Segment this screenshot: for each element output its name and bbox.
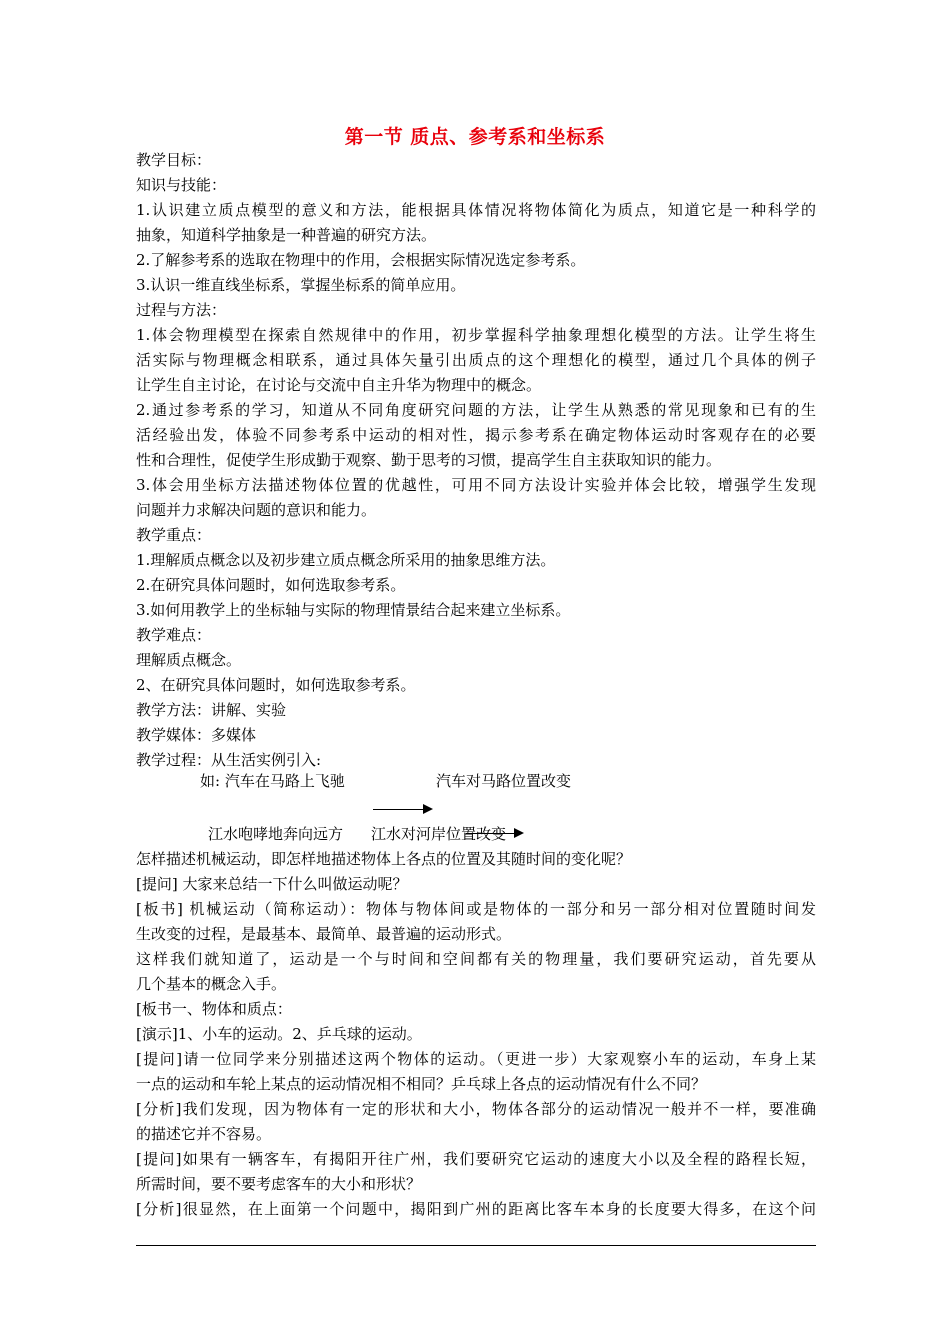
text-line: 2、在研究具体问题时，如何选取参考系。 [136,676,416,694]
text-line: [板书一、物体和质点： [136,1000,292,1018]
text-line: 生改变的过程，是最基本、最简单、最普遍的运动形式。 [136,925,512,943]
example-car-right: 汽车对马路位置改变 [436,772,572,790]
text-line: 活实际与物理概念相联系，通过具体矢量引出质点的这个理想化的模型，通过几个具体的例子 [136,351,816,369]
example-river-right: 江水对河岸位置改变 [371,825,507,843]
text-line: 让学生自主讨论，在讨论与交流中自主升华为物理中的概念。 [136,376,542,394]
text-line: 怎样描述机械运动，即怎样地描述物体上各点的位置及其随时间的变化呢？ [136,850,632,868]
text-line: 教学过程：从生活实例引入: [136,751,322,769]
text-line: 1.体会物理模型在探索自然规律中的作用，初步掌握科学抽象理想化模型的方法。让学生将生 [136,326,816,344]
text-line: 几个基本的概念入手。 [136,975,287,993]
text-line: [分析]我们发现，因为物体有一定的形状和大小，物体各部分的运动情况一般并不一样，要准确 [136,1100,816,1118]
text-line: 一点的运动和车轮上某点的运动情况相不相同？乒乓球上各点的运动情况有什么不同？ [136,1075,707,1093]
text-line: 1.认识建立质点模型的意义和方法，能根据具体情况将物体简化为质点，知道它是一种科学的 [136,201,816,219]
page-title: 第一节 质点、参考系和坐标系 [344,126,606,148]
text-line: 问题并力求解决问题的意识和能力。 [136,501,377,519]
text-line: [提问]请一位同学来分别描述这两个物体的运动。（更进一步）大家观察小车的运动，车身上某 [136,1050,816,1068]
text-line: 教学难点： [136,626,212,644]
arrow-icon [466,833,522,834]
arrow-icon [373,809,431,810]
text-line: 3.认识一维直线坐标系，掌握坐标系的简单应用。 [136,276,466,294]
example-car-left: 如: 汽车在马路上飞驰 [200,772,345,790]
text-line: 的描述它并不容易。 [136,1125,272,1143]
text-line: 2.了解参考系的选取在物理中的作用，会根据实际情况选定参考系。 [136,251,586,269]
text-line: 2.在研究具体问题时，如何选取参考系。 [136,576,406,594]
text-line: 1.理解质点概念以及初步建立质点概念所采用的抽象思维方法。 [136,551,556,569]
text-line: 教学重点： [136,526,212,544]
text-line: 性和合理性，促使学生形成勤于观察、勤于思考的习惯，提高学生自主获取知识的能力。 [136,451,722,469]
text-line: [板书] 机械运动（简称运动）：物体与物体间或是物体的一部分和另一部分相对位置随时间发 [136,900,816,918]
text-line: [演示]1、小车的运动。2、乒乓球的运动。 [136,1025,422,1043]
footer-divider [136,1245,816,1246]
text-line: 教学目标： [136,151,212,169]
text-line: [提问] 大家来总结一下什么叫做运动呢？ [136,875,408,893]
text-line: 理解质点概念。 [136,651,242,669]
text-line: 知识与技能： [136,176,227,194]
text-line: 活经验出发，体验不同参考系中运动的相对性，揭示参考系在确定物体运动时客观存在的必要 [136,426,816,444]
text-line: 过程与方法： [136,301,227,319]
text-line: 教学媒体：多媒体 [136,726,257,744]
text-line: 2.通过参考系的学习，知道从不同角度研究问题的方法，让学生从熟悉的常见现象和已有的生 [136,401,816,419]
text-line: 抽象，知道科学抽象是一种普遍的研究方法。 [136,226,437,244]
text-line: [提问]如果有一辆客车，有揭阳开往广州，我们要研究它运动的速度大小以及全程的路程长短， [136,1150,816,1168]
text-line: 所需时间，要不要考虑客车的大小和形状？ [136,1175,422,1193]
text-line: 3.体会用坐标方法描述物体位置的优越性，可用不同方法设计实验并体会比较，增强学生发现 [136,476,816,494]
example-river-left: 江水咆哮地奔向远方 [208,825,344,843]
text-line: 3.如何用教学上的坐标轴与实际的物理情景结合起来建立坐标系。 [136,601,571,619]
text-line: 这样我们就知道了，运动是一个与时间和空间都有关的物理量，我们要研究运动，首先要从 [136,950,816,968]
text-line: [分析]很显然，在上面第一个问题中，揭阳到广州的距离比客车本身的长度要大得多，在这个问 [136,1200,816,1218]
text-line: 教学方法：讲解、实验 [136,701,287,719]
